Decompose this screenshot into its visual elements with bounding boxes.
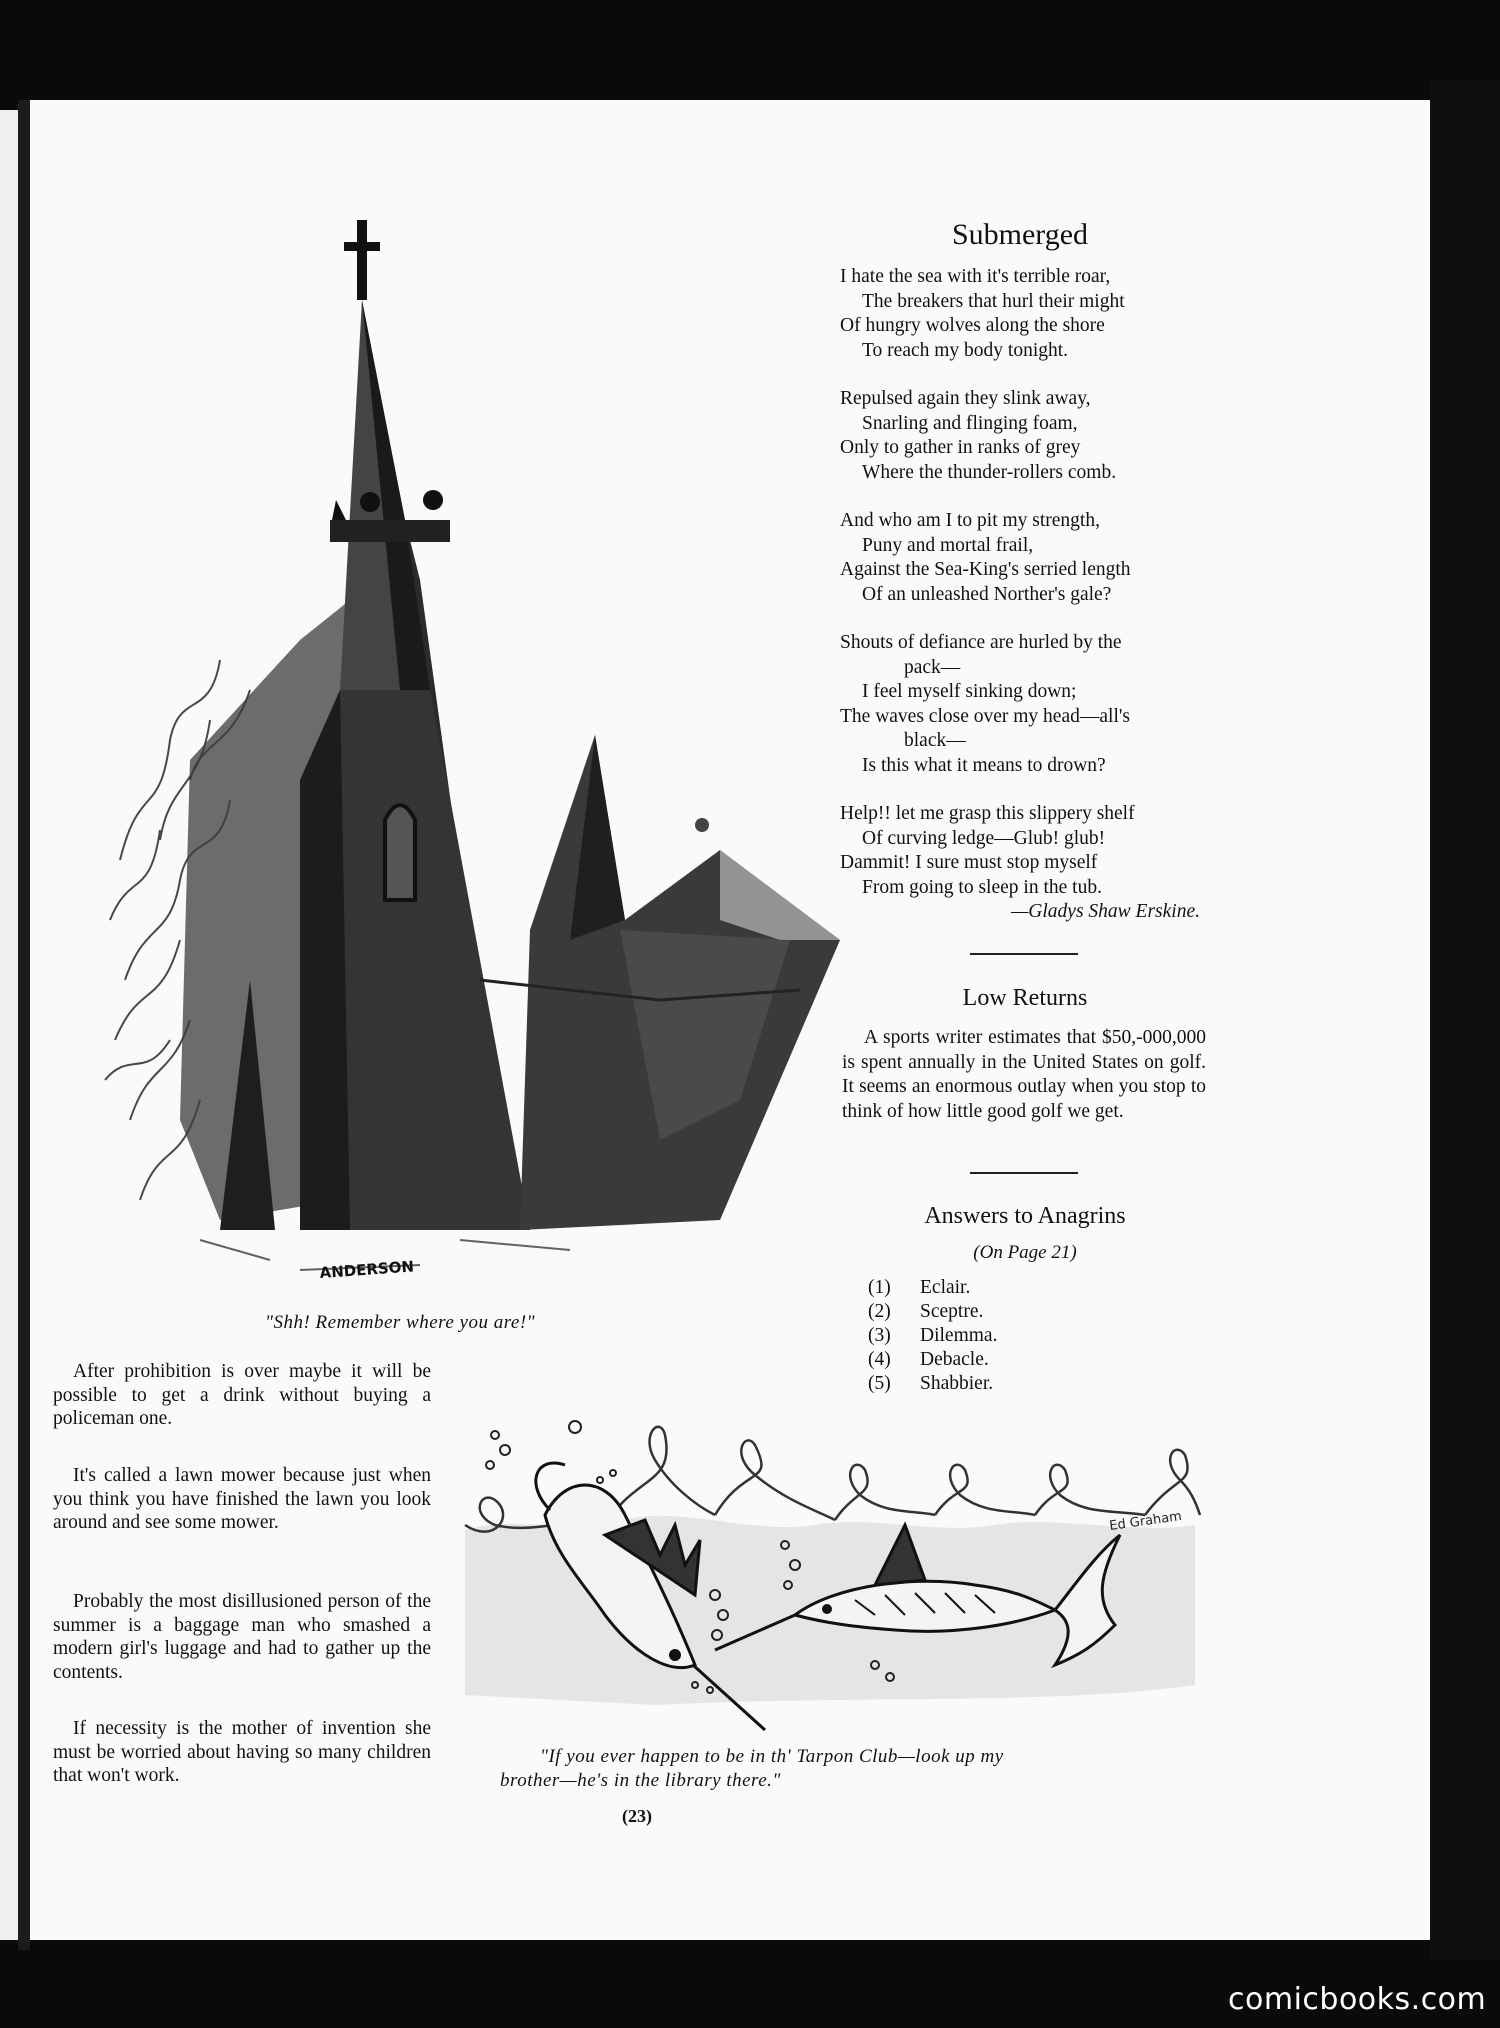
poem-line: And who am I to pit my strength, (840, 510, 1100, 531)
poem-stanza (840, 802, 1200, 925)
answers-list (868, 1276, 997, 1396)
answer-item (868, 1372, 997, 1396)
answer-number: (3) (868, 1325, 891, 1346)
joke-necessity: If necessity is the mother of invention she must be worried about having so many children that won't work. (53, 1718, 431, 1786)
joke-prohibition: After prohibition is over maybe it will be possible to get a drink without buying a policeman one. (53, 1361, 431, 1429)
answer-number: (4) (868, 1349, 891, 1370)
answer-word: Shabbier. (920, 1373, 994, 1394)
poem-line: pack— (904, 656, 961, 678)
section-divider (970, 1172, 1078, 1174)
poem-line: I feel myself sinking down; (862, 681, 1077, 702)
low-returns-body: A sports writer estimates that $50,-000,000 is spent annually in the United States on golf. It seems an enormous outlay when you stop to think of how little good golf we get. (842, 1027, 1206, 1122)
answer-item (868, 1276, 997, 1300)
poem-line: Snarling and flinging foam, (862, 412, 1078, 434)
church-caption: "Shh! Remember where you are!" (265, 1312, 536, 1333)
poem-body (840, 265, 1200, 925)
answers-title: Answers to Anagrins (924, 1203, 1126, 1229)
answer-word: Debacle. (920, 1349, 989, 1370)
poem-line: black— (904, 730, 966, 751)
fish-caption-line-2: brother—he's in the library there." (500, 1770, 781, 1791)
poem-line: Is this what it means to drown? (862, 754, 1106, 776)
church-steeple-illustration (100, 220, 840, 1295)
facing-page-edge (0, 110, 18, 1940)
answer-number: (5) (868, 1373, 891, 1394)
svg-text:Ed Graham: Ed Graham (1108, 1508, 1183, 1534)
poem-line: From going to sleep in the tub. (862, 876, 1102, 898)
poem-line: Only to gather in ranks of grey (840, 437, 1081, 458)
poem-line: Of curving ledge—Glub! glub! (862, 827, 1106, 849)
answer-word: Eclair. (920, 1277, 971, 1298)
poem-line: Shouts of defiance are hurled by the (840, 632, 1122, 653)
joke-baggage-man: Probably the most disillusioned person of the summer is a baggage man who smashed a modern girl's luggage and had to gather up the contents. (53, 1591, 431, 1683)
answer-word: Sceptre. (920, 1301, 984, 1322)
poem-line: The waves close over my head—all's (840, 705, 1130, 727)
poem-author: —Gladys Shaw Erskine. (1010, 901, 1200, 922)
poem-line: Of hungry wolves along the shore (840, 315, 1105, 336)
poem-stanza (840, 631, 1200, 778)
poem-line: To reach my body tonight. (862, 339, 1069, 361)
poem-stanza (840, 509, 1200, 607)
poem-line: Of an unleashed Norther's gale? (862, 583, 1112, 605)
poem-line: Against the Sea-King's serried length (840, 559, 1131, 580)
section-divider (970, 953, 1078, 955)
poem-title: Submerged (951, 218, 1089, 251)
watermark-text: comicbooks.com (1228, 1982, 1487, 2017)
poem-line: Help!! let me grasp this slippery shelf (840, 803, 1135, 824)
poem-line: Where the thunder-rollers comb. (862, 461, 1117, 483)
answer-item (868, 1324, 997, 1348)
poem-line: Dammit! I sure must stop myself (840, 852, 1098, 873)
poem-line: The breakers that hurl their might (862, 290, 1125, 312)
answers-subtitle: (On Page 21) (973, 1242, 1077, 1263)
page-number: (23) (622, 1806, 652, 1826)
answer-item (868, 1348, 997, 1372)
poem-line: Repulsed again they slink away, (840, 388, 1091, 409)
scan-right-edge (1430, 80, 1500, 1960)
fish-caption-line-1: "If you ever happen to be in th' Tarpon Club—look up my (540, 1746, 1004, 1767)
svg-text:ANDERSON: ANDERSON (319, 1257, 415, 1282)
swordfish-cartoon-illustration (455, 1415, 1210, 1745)
page-gutter (18, 100, 30, 1950)
answer-item (868, 1300, 997, 1324)
poem-stanza (840, 265, 1200, 363)
poem-line: I hate the sea with it's terrible roar, (840, 266, 1111, 287)
joke-lawn-mower: It's called a lawn mower because just when you think you have finished the lawn you look around and see some mower. (53, 1465, 431, 1533)
answer-number: (1) (868, 1277, 891, 1298)
answer-word: Dilemma. (920, 1325, 998, 1346)
low-returns-title: Low Returns (962, 985, 1088, 1011)
answer-number: (2) (868, 1301, 891, 1322)
poem-line: Puny and mortal frail, (862, 534, 1034, 556)
poem-stanza (840, 387, 1200, 485)
